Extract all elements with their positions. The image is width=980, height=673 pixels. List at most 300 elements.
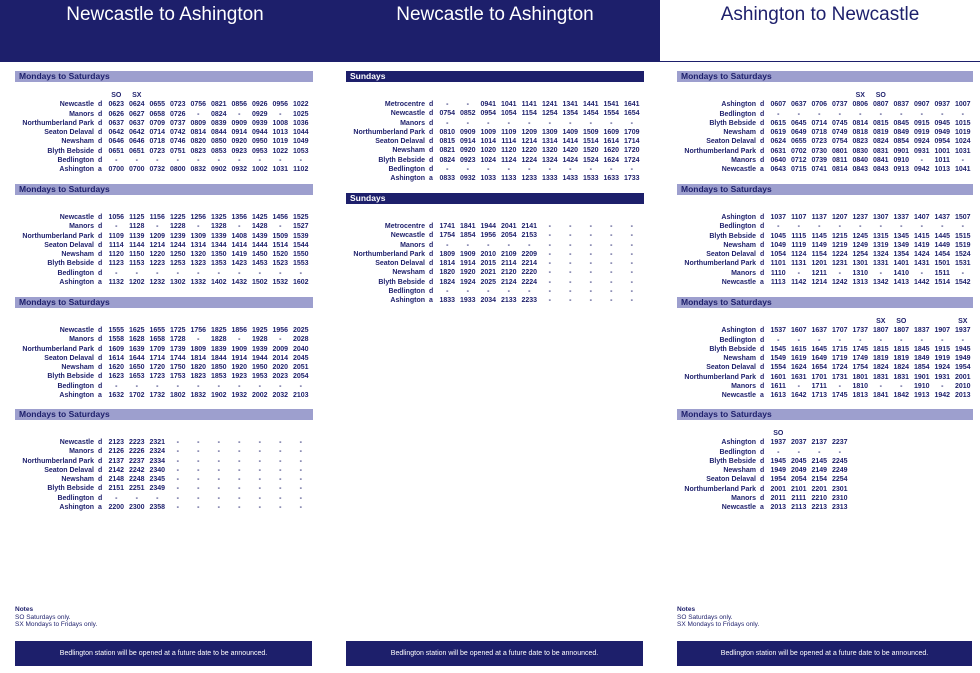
departure-time bbox=[871, 448, 892, 457]
departure-time: 0651 bbox=[108, 147, 125, 155]
departure-time: 1856 bbox=[231, 327, 248, 334]
departure-time: 1654 bbox=[811, 364, 828, 372]
departure-time: 1031 bbox=[954, 147, 971, 155]
service-code bbox=[830, 317, 851, 326]
departure-time: 1709 bbox=[623, 128, 640, 136]
departure-time: 1931 bbox=[934, 373, 951, 381]
station-row bbox=[15, 345, 311, 354]
departure-time: 1645 bbox=[811, 345, 828, 353]
departure-time: - bbox=[961, 110, 964, 118]
departure-time: - bbox=[115, 223, 118, 231]
departure-time: 1119 bbox=[791, 241, 807, 249]
departure-time: 1239 bbox=[169, 232, 186, 240]
departure-time: - bbox=[777, 448, 780, 456]
departure-time: 1319 bbox=[872, 241, 889, 249]
departure-time: 1008 bbox=[272, 119, 289, 127]
departure-time: 2242 bbox=[128, 466, 145, 474]
departure-time bbox=[953, 503, 974, 512]
departure-time: 0824 bbox=[872, 138, 889, 146]
service-code bbox=[519, 213, 540, 222]
departure-time: 1954 bbox=[770, 476, 787, 484]
departure-time: 1207 bbox=[831, 214, 848, 221]
departure-time: 1953 bbox=[251, 373, 268, 381]
station-name: Seaton Delaval bbox=[375, 260, 425, 268]
timetable bbox=[346, 91, 642, 184]
station-row bbox=[677, 382, 973, 391]
departure-time: 1153 bbox=[129, 260, 145, 268]
station-row bbox=[677, 110, 973, 119]
notes bbox=[15, 606, 97, 629]
departure-time: 2200 bbox=[108, 504, 125, 512]
departure-time: 1144 bbox=[129, 241, 145, 249]
departure-time: 2101 bbox=[790, 485, 807, 493]
departure-time: 1445 bbox=[934, 232, 951, 240]
departure-time: 1123 bbox=[108, 260, 124, 268]
departure-time: 0637 bbox=[128, 119, 145, 127]
departure-time: 0718 bbox=[811, 129, 828, 137]
departure-time: - bbox=[589, 119, 592, 127]
departure-time: 1550 bbox=[292, 251, 309, 259]
departure-time: 2025 bbox=[292, 327, 309, 334]
departure-time: 1139 bbox=[129, 232, 145, 240]
departure-time: 0837 bbox=[893, 101, 910, 109]
departure-time: - bbox=[279, 485, 282, 493]
departure-time: 1815 bbox=[872, 345, 889, 353]
timetable-block bbox=[346, 193, 644, 306]
departure-time: 2051 bbox=[292, 364, 309, 372]
station-row bbox=[346, 128, 642, 137]
departure-time bbox=[932, 485, 953, 494]
departure-time: 1154 bbox=[811, 251, 827, 259]
station-name: Seaton Delaval bbox=[706, 364, 756, 372]
departure-time: 0718 bbox=[149, 138, 166, 146]
departure-time: 2334 bbox=[149, 457, 166, 465]
departure-time: 1309 bbox=[541, 128, 558, 136]
departure-time: 1928 bbox=[251, 336, 268, 344]
service-code bbox=[250, 204, 271, 213]
departure-time: 0926 bbox=[251, 101, 268, 109]
station-row bbox=[15, 250, 311, 259]
station-row bbox=[15, 391, 311, 400]
departure-time bbox=[850, 466, 871, 475]
arrive-depart-marker: d bbox=[98, 101, 103, 109]
departure-time: 1209 bbox=[149, 232, 166, 240]
departure-time: 1031 bbox=[272, 166, 289, 174]
departure-time: - bbox=[961, 336, 964, 344]
service-code bbox=[932, 317, 953, 326]
service-code bbox=[789, 317, 810, 326]
departure-time: 1942 bbox=[934, 392, 951, 400]
departure-time: 1156 bbox=[149, 214, 165, 221]
departure-time: 0815 bbox=[872, 119, 889, 127]
departure-time: - bbox=[610, 297, 613, 305]
departure-time: 1623 bbox=[108, 373, 125, 381]
departure-time: - bbox=[156, 157, 159, 165]
departure-time: 0814 bbox=[852, 119, 869, 127]
departure-time: 1524 bbox=[954, 251, 971, 259]
departure-time: 1841 bbox=[872, 392, 889, 400]
departure-time: 0854 bbox=[893, 138, 910, 146]
departure-time: - bbox=[176, 485, 179, 493]
departure-time: - bbox=[238, 382, 241, 390]
timetable bbox=[15, 317, 311, 400]
station-row bbox=[346, 156, 642, 165]
service-codes-row bbox=[346, 91, 642, 100]
station-name: Newcastle bbox=[59, 327, 94, 334]
departure-time: 2114 bbox=[501, 260, 517, 268]
station-row bbox=[677, 485, 973, 494]
departure-time: - bbox=[299, 439, 302, 446]
departure-time: 2009 bbox=[272, 345, 289, 353]
arrive-depart-marker: d bbox=[429, 269, 434, 277]
station-name: Bedlington bbox=[57, 494, 94, 502]
column-title: Newcastle to Ashington bbox=[330, 0, 660, 62]
departure-time: 1802 bbox=[169, 392, 186, 400]
service-codes-row bbox=[15, 317, 311, 326]
departure-time: 0954 bbox=[480, 110, 497, 118]
departure-time: 1254 bbox=[541, 110, 558, 118]
service-code bbox=[830, 91, 851, 100]
arrive-depart-marker: d bbox=[98, 223, 103, 231]
departure-time: - bbox=[279, 223, 282, 231]
departure-time: 1945 bbox=[770, 457, 787, 465]
arrive-depart-marker: d bbox=[98, 110, 103, 118]
departure-time: 1332 bbox=[190, 279, 207, 287]
departure-time: 1253 bbox=[169, 260, 186, 268]
departure-time: 0937 bbox=[934, 101, 951, 109]
arrive-depart-marker: d bbox=[98, 364, 103, 372]
departure-time: 2137 bbox=[811, 439, 828, 447]
departure-time: 1824 bbox=[893, 364, 910, 372]
departure-time: - bbox=[258, 382, 261, 390]
station-name: Manors bbox=[69, 110, 94, 118]
departure-time: - bbox=[217, 457, 220, 465]
station-name: Ashington bbox=[390, 297, 425, 305]
station-row bbox=[346, 100, 642, 109]
departure-time: - bbox=[569, 278, 572, 286]
departure-time: 1524 bbox=[582, 156, 599, 164]
service-code bbox=[850, 317, 871, 326]
arrive-depart-marker: d bbox=[760, 232, 765, 240]
station-name: Manors bbox=[731, 269, 756, 277]
departure-time: 0824 bbox=[439, 156, 456, 164]
departure-time: 1044 bbox=[292, 129, 309, 137]
departure-time: 1424 bbox=[562, 156, 579, 164]
departure-time: 1124 bbox=[501, 156, 517, 164]
departure-time: - bbox=[548, 297, 551, 305]
departure-time: 1419 bbox=[913, 241, 930, 249]
station-name: Bedlington bbox=[719, 336, 756, 344]
departure-time: - bbox=[258, 439, 261, 446]
departure-time: 1113 bbox=[770, 279, 786, 287]
departure-time bbox=[891, 466, 912, 475]
arrive-depart-marker: d bbox=[98, 494, 103, 502]
station-row bbox=[15, 241, 311, 250]
station-row bbox=[346, 222, 642, 231]
departure-time: 1013 bbox=[934, 166, 951, 174]
departure-time: 1537 bbox=[770, 327, 787, 335]
departure-time: - bbox=[279, 157, 282, 165]
departure-time: 0840 bbox=[852, 157, 869, 165]
section-heading: Mondays to Saturdays bbox=[15, 297, 313, 308]
service-code bbox=[229, 317, 250, 326]
service-code bbox=[830, 429, 851, 438]
departure-time: 1302 bbox=[169, 279, 186, 287]
departure-time: 0754 bbox=[439, 110, 456, 118]
departure-time: 1523 bbox=[272, 260, 289, 268]
departure-time: 0658 bbox=[149, 110, 166, 118]
departure-time: - bbox=[197, 466, 200, 474]
departure-time: - bbox=[548, 278, 551, 286]
station-row bbox=[15, 466, 311, 475]
departure-time: - bbox=[217, 504, 220, 512]
station-name: Northumberland Park bbox=[684, 485, 756, 493]
departure-time: - bbox=[777, 223, 780, 231]
arrive-depart-marker: d bbox=[429, 250, 434, 258]
departure-time: 1114 bbox=[501, 138, 517, 146]
departure-time bbox=[953, 457, 974, 466]
departure-time: 1644 bbox=[128, 354, 145, 362]
note-line: SO Saturdays only. bbox=[15, 613, 71, 621]
station-name: Blyth Bebside bbox=[709, 457, 756, 465]
departure-time: - bbox=[238, 504, 241, 512]
departure-time: 1333 bbox=[541, 175, 558, 183]
station-name: Newcastle bbox=[721, 279, 756, 287]
departure-time: - bbox=[507, 288, 510, 296]
station-row bbox=[15, 494, 311, 503]
departure-time: 0841 bbox=[872, 157, 889, 165]
station-row bbox=[677, 250, 973, 259]
departure-time: 0833 bbox=[439, 175, 456, 183]
departure-time: - bbox=[176, 476, 179, 484]
departure-time: 1054 bbox=[770, 251, 787, 259]
station-name: Newsham bbox=[723, 129, 756, 137]
departure-time: - bbox=[279, 269, 282, 277]
departure-time: 1932 bbox=[231, 392, 248, 400]
service-code bbox=[540, 91, 561, 100]
departure-time: - bbox=[258, 448, 261, 456]
departure-time: - bbox=[258, 466, 261, 474]
arrive-depart-marker: d bbox=[760, 495, 765, 503]
departure-time: 1819 bbox=[893, 355, 910, 363]
departure-time: 1907 bbox=[934, 327, 951, 335]
departure-time: 2041 bbox=[500, 223, 517, 230]
departure-time: 0849 bbox=[893, 129, 910, 137]
departure-time: 0714 bbox=[149, 129, 166, 137]
arrive-depart-marker: d bbox=[760, 439, 765, 447]
departure-time: 2210 bbox=[811, 495, 828, 503]
departure-time: - bbox=[589, 223, 592, 230]
station-name: Blyth Bebside bbox=[47, 147, 94, 155]
arrive-depart-marker: d bbox=[760, 457, 765, 465]
departure-time: 1137 bbox=[811, 214, 827, 221]
departure-time: - bbox=[487, 288, 490, 296]
departure-time: - bbox=[818, 448, 821, 456]
departure-time: - bbox=[279, 494, 282, 502]
departure-time: 1913 bbox=[913, 392, 930, 400]
station-row bbox=[15, 137, 311, 146]
station-row bbox=[677, 100, 973, 109]
departure-time: - bbox=[299, 466, 302, 474]
departure-time: - bbox=[299, 269, 302, 277]
station-row bbox=[677, 503, 973, 512]
departure-time: 1342 bbox=[872, 279, 889, 287]
station-name: Bedlington bbox=[57, 157, 94, 165]
service-codes-row bbox=[677, 204, 973, 213]
departure-time: 0956 bbox=[272, 101, 289, 109]
service-code bbox=[458, 91, 479, 100]
departure-time: - bbox=[446, 166, 449, 174]
departure-time: 1601 bbox=[770, 373, 787, 381]
timetable bbox=[677, 317, 973, 401]
departure-time: 1132 bbox=[108, 279, 124, 287]
arrive-depart-marker: d bbox=[98, 382, 103, 390]
departure-time: 2111 bbox=[791, 495, 807, 503]
station-row bbox=[15, 232, 311, 241]
service-code bbox=[188, 204, 209, 213]
service-code bbox=[250, 91, 271, 100]
departure-time bbox=[850, 438, 871, 447]
service-code bbox=[912, 91, 933, 100]
departure-time: - bbox=[115, 382, 118, 390]
departure-time: 1341 bbox=[562, 101, 579, 108]
departure-time: - bbox=[630, 250, 633, 258]
departure-time: 0843 bbox=[852, 166, 869, 174]
service-code bbox=[209, 317, 230, 326]
departure-time: - bbox=[548, 250, 551, 258]
departure-time: 2313 bbox=[831, 504, 848, 512]
departure-time: 2301 bbox=[831, 485, 848, 493]
departure-time: - bbox=[941, 383, 944, 391]
service-code bbox=[147, 204, 168, 213]
service-code bbox=[581, 91, 602, 100]
arrive-depart-marker: d bbox=[429, 166, 434, 174]
departure-time: 1249 bbox=[852, 241, 869, 249]
departure-time: 2113 bbox=[791, 504, 807, 512]
departure-time: 0637 bbox=[108, 119, 125, 127]
departure-time bbox=[891, 503, 912, 512]
departure-time: - bbox=[446, 119, 449, 127]
departure-time: 2226 bbox=[128, 448, 145, 456]
departure-time: 2214 bbox=[521, 260, 538, 268]
arrive-depart-marker: d bbox=[760, 364, 765, 372]
departure-time bbox=[871, 494, 892, 503]
station-name: Ashington bbox=[390, 175, 425, 183]
departure-time: 2015 bbox=[480, 260, 497, 268]
departure-time: - bbox=[176, 448, 179, 456]
departure-time: 2151 bbox=[108, 485, 125, 493]
departure-time: 1525 bbox=[292, 214, 309, 221]
arrive-depart-marker: d bbox=[760, 251, 765, 259]
arrive-depart-marker: d bbox=[760, 241, 765, 249]
station-name: Blyth Bebside bbox=[378, 156, 425, 164]
departure-time: - bbox=[176, 439, 179, 446]
service-code bbox=[168, 91, 189, 100]
departure-time: 0910 bbox=[893, 157, 910, 165]
service-code bbox=[809, 429, 830, 438]
departure-time: 1419 bbox=[231, 251, 248, 259]
departure-time: - bbox=[135, 157, 138, 165]
departure-time bbox=[891, 494, 912, 503]
departure-time: 1337 bbox=[893, 214, 910, 221]
departure-time: 1344 bbox=[210, 241, 227, 249]
departure-time: - bbox=[238, 223, 241, 231]
station-row bbox=[15, 372, 311, 381]
departure-time: - bbox=[920, 223, 923, 231]
departure-time: 1231 bbox=[831, 260, 848, 268]
departure-time bbox=[912, 438, 933, 447]
departure-time: 1553 bbox=[292, 260, 309, 268]
departure-time: 1214 bbox=[811, 279, 828, 287]
departure-time: - bbox=[610, 241, 613, 249]
departure-time bbox=[850, 448, 871, 457]
arrive-depart-marker: d bbox=[98, 336, 103, 344]
departure-time: - bbox=[258, 494, 261, 502]
departure-time: - bbox=[777, 110, 780, 118]
departure-time: 0932 bbox=[459, 175, 476, 183]
departure-time: 0807 bbox=[872, 101, 889, 109]
service-code bbox=[768, 91, 789, 100]
station-row bbox=[346, 268, 642, 277]
departure-time: - bbox=[466, 119, 469, 127]
station-row bbox=[677, 494, 973, 503]
arrive-depart-marker: d bbox=[98, 457, 103, 465]
departure-time: - bbox=[920, 336, 923, 344]
departure-time: 2209 bbox=[521, 250, 538, 258]
departure-time: - bbox=[589, 278, 592, 286]
departure-time: - bbox=[797, 269, 800, 277]
station-row bbox=[677, 137, 973, 146]
departure-time: 1320 bbox=[541, 147, 558, 155]
departure-time: 0919 bbox=[913, 129, 930, 137]
arrive-depart-marker: d bbox=[429, 260, 434, 268]
departure-time: 1709 bbox=[149, 345, 166, 353]
arrive-depart-marker: d bbox=[98, 373, 103, 381]
departure-time: 2025 bbox=[480, 278, 497, 286]
service-codes-row bbox=[677, 91, 973, 100]
station-name: Manors bbox=[400, 241, 425, 249]
departure-time: 1037 bbox=[770, 214, 787, 221]
departure-time: 0814 bbox=[190, 129, 207, 137]
service-code bbox=[291, 429, 312, 438]
departure-time: 0811 bbox=[832, 157, 848, 165]
column-newcastle-to-ashington-weekdays bbox=[0, 0, 330, 673]
departure-time: 1832 bbox=[190, 392, 207, 400]
departure-time: - bbox=[900, 383, 903, 391]
departure-time: 0839 bbox=[210, 119, 227, 127]
departure-time: - bbox=[818, 110, 821, 118]
departure-time: - bbox=[818, 223, 821, 231]
service-code bbox=[127, 317, 148, 326]
departure-time: 1519 bbox=[954, 241, 971, 249]
departure-time: 1220 bbox=[149, 251, 166, 259]
departure-time: 0809 bbox=[190, 119, 207, 127]
station-row bbox=[15, 222, 311, 231]
departure-time: 1724 bbox=[831, 364, 848, 372]
timetable-block bbox=[677, 297, 973, 401]
departure-time: 2045 bbox=[790, 457, 807, 465]
departure-time bbox=[912, 448, 933, 457]
departure-time bbox=[953, 485, 974, 494]
departure-time: 2037 bbox=[790, 439, 807, 447]
station-row bbox=[677, 391, 973, 400]
departure-time: 1613 bbox=[770, 392, 787, 400]
departure-time: 1719 bbox=[831, 355, 848, 363]
service-code bbox=[270, 204, 291, 213]
departure-time: 1515 bbox=[954, 232, 971, 240]
departure-time: - bbox=[548, 166, 551, 174]
departure-time: - bbox=[217, 448, 220, 456]
